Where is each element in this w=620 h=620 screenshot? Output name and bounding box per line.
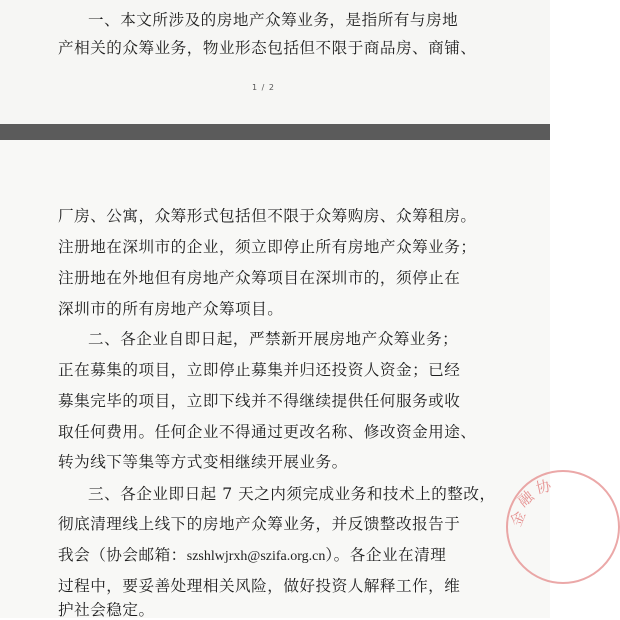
association-email: szshlwjrxh@szifa.org.cn: [186, 549, 326, 564]
page-two-top: [0, 140, 550, 618]
text-line: 三、各企业即日起 7 天之内须完成业务和技术上的整改，: [88, 485, 496, 503]
text-line: 彻底清理线上线下的房地产众筹业务，并反馈整改报告于: [58, 515, 461, 533]
text-line: 深圳市的所有房地产众筹项目。: [58, 300, 284, 318]
page-one-bottom: [0, 0, 550, 124]
stamp-char: 协: [534, 476, 553, 498]
text-line: 过程中，要妥善处理相关风险，做好投资人解释工作，维: [58, 577, 461, 595]
text-line: 一、本文所涉及的房地产众筹业务，是指所有与房地: [88, 11, 459, 29]
text-line: 转为线下等集等方式变相继续开展业务。: [58, 453, 348, 471]
text-line: 募集完毕的项目，立即下线并不得继续提供任何服务或收: [58, 392, 461, 410]
text-line: 护社会稳定。: [58, 601, 155, 619]
email-line-suffix: ）。各企业在清理: [325, 546, 447, 564]
page-separator: [0, 124, 550, 140]
stamp-char: 融: [514, 487, 538, 511]
page-number: 1 / 2: [252, 83, 275, 92]
text-line: 二、各企业自即日起，严禁新开展房地产众筹业务；: [88, 330, 459, 348]
email-line: [58, 545, 446, 567]
text-line: 产相关的众筹业务，物业形态包括但不限于商品房、商铺、: [58, 39, 477, 57]
email-line-prefix: 我会（协会邮箱：: [58, 546, 187, 564]
official-seal-stamp: [506, 470, 620, 584]
text-line: 取任何费用。任何企业不得通过更改名称、修改资金用途、: [58, 423, 477, 441]
stamp-char: 金: [506, 508, 530, 530]
text-line: 注册地在深圳市的企业，须立即停止所有房地产众筹业务；: [58, 238, 477, 256]
text-line: 厂房、公寓，众筹形式包括但不限于众筹购房、众筹租房。: [58, 207, 477, 225]
text-line: 注册地在外地但有房地产众筹项目在深圳市的，须停止在: [58, 269, 461, 287]
text-line: 正在募集的项目，立即停止募集并归还投资人资金；已经: [58, 361, 461, 379]
